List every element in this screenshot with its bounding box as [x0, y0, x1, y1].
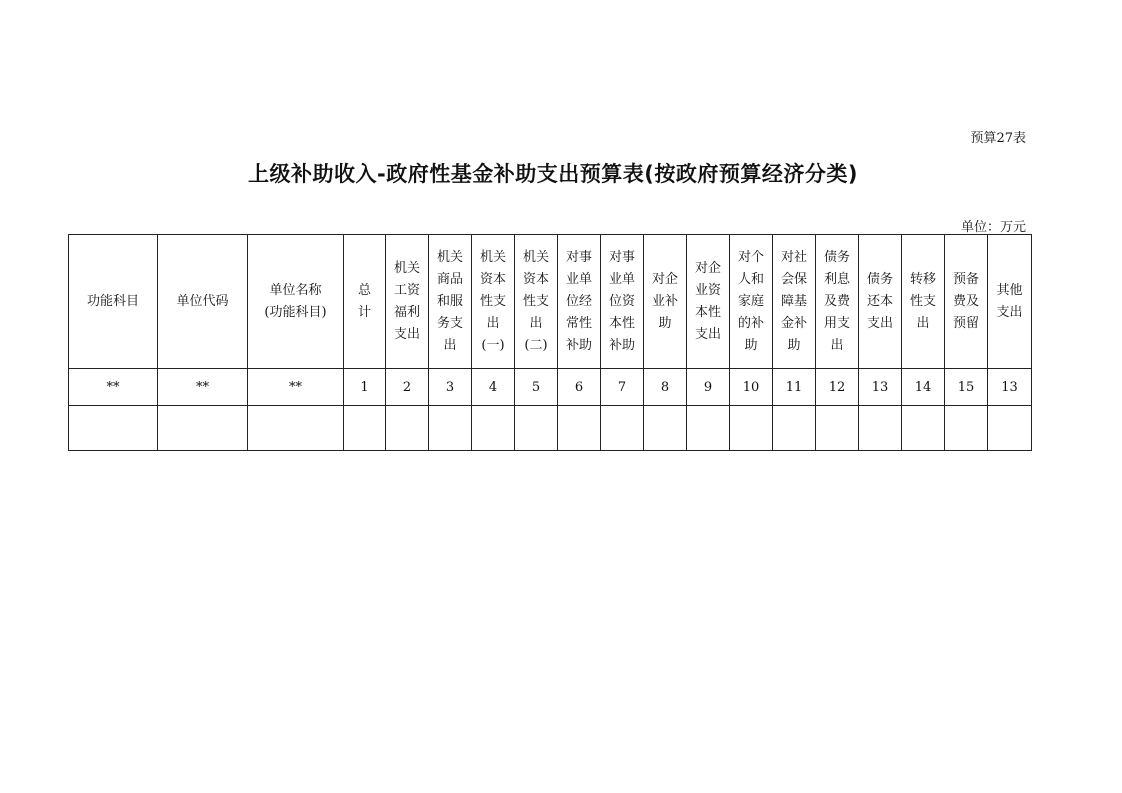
column-header-label: 机关 商品 和服 务支 出 — [436, 249, 463, 353]
column-header — [248, 235, 344, 369]
data-cell — [988, 406, 1032, 451]
column-header — [69, 235, 158, 369]
index-cell: 12 — [816, 369, 859, 406]
index-cell: 2 — [386, 369, 429, 406]
column-header — [859, 235, 902, 369]
data-cell — [859, 406, 902, 451]
index-cell: 13 — [988, 369, 1032, 406]
column-header-label: 债务 利息 及费 用支 出 — [823, 249, 850, 353]
data-cell — [515, 406, 558, 451]
column-header-label: 对个 人和 家庭 的补 助 — [737, 249, 764, 353]
index-cell: 6 — [558, 369, 601, 406]
page-title: 上级补助收入-政府性基金补助支出预算表(按政府预算经济分类) — [248, 162, 858, 186]
data-cell — [429, 406, 472, 451]
column-header — [515, 235, 558, 369]
column-header — [644, 235, 687, 369]
column-header — [601, 235, 644, 369]
index-row — [69, 369, 1032, 406]
data-cell — [558, 406, 601, 451]
column-header — [687, 235, 730, 369]
index-cell: 10 — [730, 369, 773, 406]
index-cell: 3 — [429, 369, 472, 406]
column-header — [558, 235, 601, 369]
column-header — [429, 235, 472, 369]
data-cell — [644, 406, 687, 451]
column-header-label: 单位代码 — [176, 293, 229, 309]
budget-table — [68, 234, 1032, 451]
column-header — [158, 235, 248, 369]
data-cell — [902, 406, 945, 451]
column-header-label: 对企 业补 助 — [651, 271, 678, 331]
column-header-label: 机关 工资 福利 支出 — [393, 260, 420, 342]
data-cell — [730, 406, 773, 451]
column-header — [816, 235, 859, 369]
column-header — [730, 235, 773, 369]
index-cell: 7 — [601, 369, 644, 406]
column-header-label: 机关 资本 性支 出 (一) — [479, 249, 506, 353]
index-cell: 13 — [859, 369, 902, 406]
data-cell — [601, 406, 644, 451]
column-header-label: 对社 会保 障基 金补 助 — [780, 249, 807, 353]
column-header — [945, 235, 988, 369]
column-header-label: 转移 性支 出 — [909, 271, 936, 331]
index-cell: 5 — [515, 369, 558, 406]
data-cell — [386, 406, 429, 451]
data-cell — [945, 406, 988, 451]
index-cell: ** — [158, 369, 248, 406]
index-cell: 1 — [344, 369, 386, 406]
form-number: 预算27表 — [970, 131, 1026, 146]
data-cell — [344, 406, 386, 451]
column-header — [472, 235, 515, 369]
index-cell: 8 — [644, 369, 687, 406]
index-cell: 15 — [945, 369, 988, 406]
column-header-label: 单位名称 (功能科目) — [264, 282, 327, 320]
data-cell — [816, 406, 859, 451]
data-cell — [773, 406, 816, 451]
index-cell: ** — [69, 369, 158, 406]
column-header-label: 其他 支出 — [996, 282, 1023, 320]
data-cell — [69, 406, 158, 451]
header-row — [69, 235, 1032, 369]
column-header-label: 功能科目 — [86, 293, 139, 309]
column-header-label: 对事 业单 位经 常性 补助 — [565, 249, 592, 353]
column-header — [344, 235, 386, 369]
column-header-label: 债务 还本 支出 — [866, 271, 893, 331]
column-header — [988, 235, 1032, 369]
data-cell — [158, 406, 248, 451]
column-header — [773, 235, 816, 369]
index-cell: 11 — [773, 369, 816, 406]
index-cell: 14 — [902, 369, 945, 406]
column-header-label: 总 计 — [357, 282, 371, 320]
column-header — [386, 235, 429, 369]
column-header-label: 对企 业资 本性 支出 — [694, 260, 721, 342]
unit-label: 单位：万元 — [960, 220, 1026, 235]
index-cell: ** — [248, 369, 344, 406]
data-cell — [472, 406, 515, 451]
column-header-label: 对事 业单 位资 本性 补助 — [608, 249, 635, 353]
column-header-label: 机关 资本 性支 出 (二) — [522, 249, 549, 353]
empty-row — [69, 406, 1032, 451]
data-cell — [687, 406, 730, 451]
column-header-label: 预备 费及 预留 — [952, 271, 979, 331]
column-header — [902, 235, 945, 369]
index-cell: 9 — [687, 369, 730, 406]
index-cell: 4 — [472, 369, 515, 406]
data-cell — [248, 406, 344, 451]
